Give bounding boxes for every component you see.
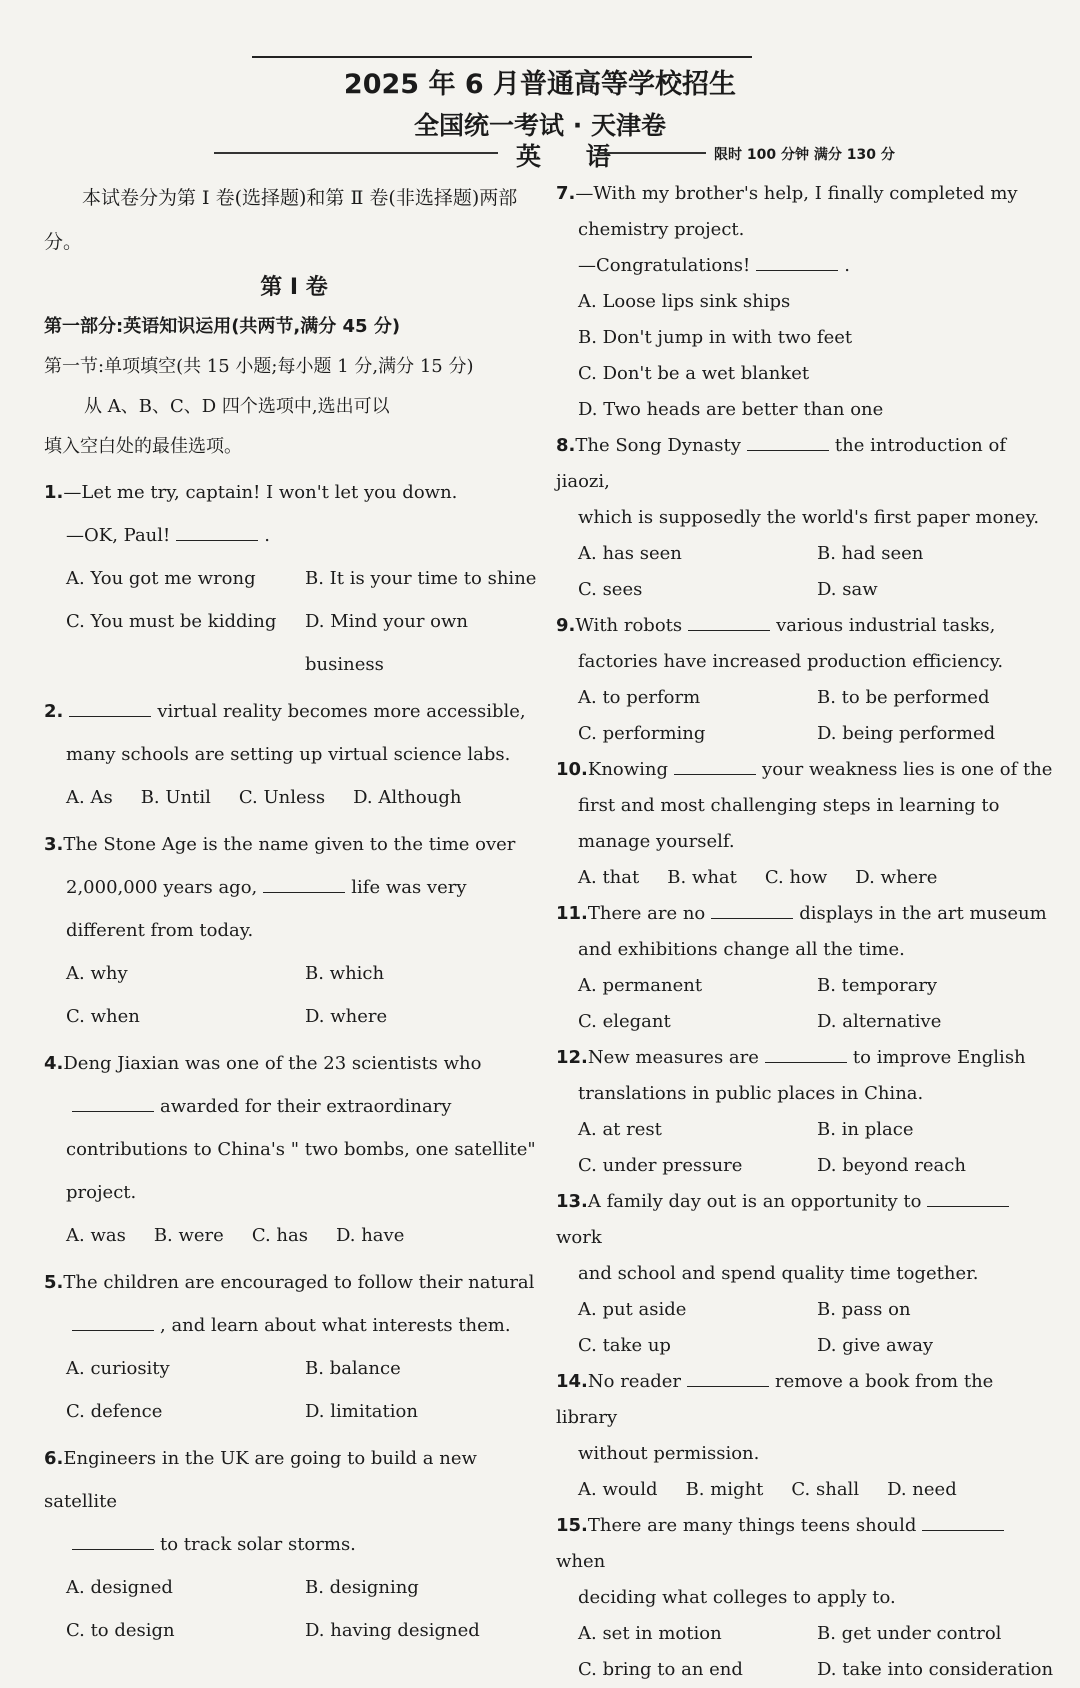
question-stem: different from today. <box>66 920 254 941</box>
question-stem: which is supposedly the world's first paper money. <box>578 507 1040 528</box>
option-d[interactable]: D. give away <box>817 1335 934 1356</box>
option-d[interactable]: D. limitation <box>305 1401 418 1422</box>
answer-blank[interactable] <box>72 1312 154 1331</box>
question-stem: life was very <box>351 877 467 898</box>
header-top-rule <box>252 56 752 58</box>
question-stem: without permission. <box>578 1443 760 1464</box>
question-stem: No reader <box>587 1371 681 1392</box>
exam-intro: 本试卷分为第 Ⅰ 卷(选择题)和第 Ⅱ 卷(非选择题)两部分。 <box>44 187 518 253</box>
option-d[interactable]: D. where <box>305 1006 388 1027</box>
option-b[interactable]: B. were <box>153 1225 224 1246</box>
question-number: 4. <box>44 1053 64 1074</box>
question-stem: contributions to China's " two bombs, one satellite" <box>66 1139 536 1160</box>
option-b[interactable]: B. pass on <box>817 1299 911 1320</box>
option-a[interactable]: A. would <box>578 1479 658 1500</box>
question-number: 8. <box>556 435 576 456</box>
option-c[interactable]: C. shall <box>791 1479 860 1500</box>
answer-blank[interactable] <box>687 1368 769 1387</box>
question-4 <box>44 1042 544 1257</box>
option-b[interactable]: B. might <box>685 1479 764 1500</box>
options <box>556 680 1056 752</box>
answer-blank[interactable] <box>922 1512 1004 1531</box>
question-stem: work <box>556 1227 602 1248</box>
part-title: 第一部分:英语知识运用(共两节,满分 45 分) <box>44 316 401 337</box>
option-b[interactable]: B. what <box>667 867 737 888</box>
answer-blank[interactable] <box>263 874 345 893</box>
option-b[interactable]: B. to be performed <box>817 687 990 708</box>
option-b[interactable]: B. Until <box>140 787 211 808</box>
answer-blank[interactable] <box>747 432 829 451</box>
question-stem: to track solar storms. <box>160 1534 356 1555</box>
options <box>556 1292 1056 1364</box>
question-stem: Engineers in the UK are going to build a new satellite <box>44 1448 477 1512</box>
option-c[interactable]: C. take up <box>578 1335 671 1356</box>
question-8 <box>556 428 1056 608</box>
question-number: 14. <box>556 1371 588 1392</box>
option-d[interactable]: D. beyond reach <box>817 1155 966 1176</box>
question-stem: A family day out is an opportunity to <box>587 1191 922 1212</box>
question-3 <box>44 823 544 1038</box>
answer-blank[interactable] <box>176 522 258 541</box>
option-d[interactable]: D. Two heads are better than one <box>578 399 884 420</box>
question-stem: . <box>844 255 850 276</box>
question-14 <box>556 1364 1056 1508</box>
option-b[interactable]: B. temporary <box>817 975 938 996</box>
question-stem: many schools are setting up virtual science labs. <box>66 744 511 765</box>
option-d[interactable]: D. have <box>335 1225 405 1246</box>
question-stem: chemistry project. <box>578 219 745 240</box>
answer-blank[interactable] <box>72 1093 154 1112</box>
option-b[interactable]: B. in place <box>817 1119 914 1140</box>
option-a[interactable]: A. As <box>66 787 113 808</box>
question-stem: manage yourself. <box>578 831 735 852</box>
question-stem: factories have increased production efficiency. <box>578 651 1004 672</box>
question-stem: your weakness lies is one of the <box>762 759 1053 780</box>
instruction-line: 填入空白处的最佳选项。 <box>44 436 242 457</box>
option-b[interactable]: B. designing <box>305 1577 419 1598</box>
question-stem: to improve English <box>852 1047 1026 1068</box>
left-column <box>44 176 544 1652</box>
answer-blank[interactable] <box>756 252 838 271</box>
volume-title: 第 Ⅰ 卷 <box>260 275 328 300</box>
answer-blank[interactable] <box>711 900 793 919</box>
option-a[interactable]: A. curiosity <box>66 1358 170 1379</box>
answer-blank[interactable] <box>72 1531 154 1550</box>
option-c[interactable]: C. how <box>764 867 828 888</box>
options <box>556 536 1056 608</box>
options <box>556 1112 1056 1184</box>
question-stem: —OK, Paul! <box>66 525 171 546</box>
option-a[interactable]: A. permanent <box>578 975 703 996</box>
question-stem: project. <box>66 1182 137 1203</box>
option-b[interactable]: B. balance <box>305 1358 401 1379</box>
answer-blank[interactable] <box>688 612 770 631</box>
question-stem: and school and spend quality time together. <box>578 1263 979 1284</box>
option-c[interactable]: C. to design <box>66 1620 175 1641</box>
instruction-line: 从 A、B、C、D 四个选项中,选出可以 <box>84 396 390 417</box>
question-number: 3. <box>44 834 64 855</box>
options <box>44 1347 544 1433</box>
options <box>44 776 544 819</box>
question-stem: —Let me try, captain! I won't let you down. <box>63 482 458 503</box>
options <box>556 1472 1056 1508</box>
question-stem: With robots <box>575 615 683 636</box>
question-stem: The children are encouraged to follow their natural <box>63 1272 535 1293</box>
option-c[interactable]: C. under pressure <box>578 1155 743 1176</box>
time-score-info: 限时 100 分钟 满分 130 分 <box>714 147 895 163</box>
question-6 <box>44 1437 544 1652</box>
question-stem: awarded for their extraordinary <box>160 1096 452 1117</box>
exam-title-line2: 全国统一考试 · 天津卷 <box>414 111 666 140</box>
question-stem: New measures are <box>587 1047 759 1068</box>
question-7 <box>556 176 1056 428</box>
question-stem: displays in the art museum <box>799 903 1047 924</box>
option-d[interactable]: D. Mind your own business <box>305 611 469 675</box>
question-stem: when <box>556 1551 606 1572</box>
option-d[interactable]: D. Although <box>353 787 462 808</box>
subject-title: 英 语 <box>516 142 629 171</box>
question-stem: There are many things teens should <box>587 1515 917 1536</box>
question-number: 13. <box>556 1191 588 1212</box>
question-12 <box>556 1040 1056 1184</box>
question-number: 12. <box>556 1047 588 1068</box>
option-c[interactable]: C. Unless <box>238 787 326 808</box>
question-stem: virtual reality becomes more accessible, <box>157 701 526 722</box>
answer-blank[interactable] <box>674 756 756 775</box>
question-stem: various industrial tasks, <box>776 615 996 636</box>
question-number: 1. <box>44 482 64 503</box>
option-c[interactable]: C. defence <box>66 1401 163 1422</box>
question-stem: 2,000,000 years ago, <box>66 877 258 898</box>
question-stem: Knowing <box>587 759 669 780</box>
question-5 <box>44 1261 544 1433</box>
exam-title-line1: 2025 年 6 月普通高等学校招生 <box>343 69 737 100</box>
question-number: 6. <box>44 1448 64 1469</box>
options <box>556 968 1056 1040</box>
option-c[interactable]: C. performing <box>578 723 706 744</box>
option-c[interactable]: C. sees <box>578 579 643 600</box>
question-10 <box>556 752 1056 896</box>
question-number: 9. <box>556 615 576 636</box>
question-number: 10. <box>556 759 588 780</box>
option-d[interactable]: D. where <box>855 867 938 888</box>
option-a[interactable]: A. Loose lips sink ships <box>578 291 791 312</box>
question-number: 7. <box>556 183 576 204</box>
option-a[interactable]: A. You got me wrong <box>66 568 256 589</box>
question-9 <box>556 608 1056 752</box>
option-c[interactable]: C. bring to an end <box>578 1659 743 1680</box>
right-column <box>556 176 1056 1688</box>
question-stem: The Song Dynasty <box>575 435 741 456</box>
option-c[interactable]: C. has <box>251 1225 308 1246</box>
options <box>44 1566 544 1652</box>
option-a[interactable]: A. put aside <box>578 1299 687 1320</box>
options <box>44 1214 544 1257</box>
answer-blank[interactable] <box>765 1044 847 1063</box>
question-number: 2. <box>44 701 64 722</box>
option-d[interactable]: D. having designed <box>305 1620 480 1641</box>
question-1 <box>44 471 544 686</box>
question-11 <box>556 896 1056 1040</box>
question-stem: —Congratulations! <box>578 255 751 276</box>
option-d[interactable]: D. being performed <box>817 723 996 744</box>
option-a[interactable]: A. designed <box>66 1577 173 1598</box>
section-title: 第一节:单项填空(共 15 小题;每小题 1 分,满分 15 分) <box>44 356 474 377</box>
question-stem: Deng Jiaxian was one of the 23 scientists who <box>63 1053 482 1074</box>
question-stem: The Stone Age is the name given to the time over <box>63 834 516 855</box>
option-a[interactable]: A. why <box>66 963 128 984</box>
option-b[interactable]: B. which <box>305 963 385 984</box>
subject-rule-right <box>598 152 706 154</box>
answer-blank[interactable] <box>69 698 151 717</box>
option-d[interactable]: D. alternative <box>817 1011 942 1032</box>
options <box>44 952 544 1038</box>
question-2 <box>44 690 544 819</box>
question-stem: remove a book from the library <box>556 1371 994 1428</box>
question-13 <box>556 1184 1056 1364</box>
question-stem: first and most challenging steps in learning to <box>578 795 1000 816</box>
option-b[interactable]: B. get under control <box>817 1623 1002 1644</box>
question-stem: There are no <box>587 903 706 924</box>
instructions <box>44 387 544 467</box>
question-number: 11. <box>556 903 588 924</box>
option-b[interactable]: B. Don't jump in with two feet <box>578 327 853 348</box>
option-d[interactable]: D. take into consideration <box>817 1659 1054 1680</box>
question-stem: . <box>264 525 270 546</box>
options <box>556 1616 1056 1688</box>
option-a[interactable]: A. set in motion <box>578 1623 722 1644</box>
option-c[interactable]: C. Don't be a wet blanket <box>578 363 810 384</box>
option-c[interactable]: C. when <box>66 1006 140 1027</box>
option-a[interactable]: A. that <box>578 867 640 888</box>
question-stem: —With my brother's help, I finally completed my <box>575 183 1018 204</box>
option-c[interactable]: C. You must be kidding <box>66 611 277 632</box>
answer-blank[interactable] <box>927 1188 1009 1207</box>
option-d[interactable]: D. need <box>887 1479 957 1500</box>
options <box>44 557 544 686</box>
option-b[interactable]: B. had seen <box>817 543 924 564</box>
option-a[interactable]: A. was <box>66 1225 126 1246</box>
option-b[interactable]: B. It is your time to shine <box>305 568 537 589</box>
subject-rule-left <box>214 152 498 154</box>
question-stem: , and learn about what interests them. <box>160 1315 511 1336</box>
question-number: 5. <box>44 1272 64 1293</box>
question-stem: translations in public places in China. <box>578 1083 924 1104</box>
question-stem: and exhibitions change all the time. <box>578 939 905 960</box>
option-c[interactable]: C. elegant <box>578 1011 671 1032</box>
question-15 <box>556 1508 1056 1688</box>
question-stem: the introduction of jiaozi, <box>556 435 1006 492</box>
question-stem: deciding what colleges to apply to. <box>578 1587 896 1608</box>
question-number: 15. <box>556 1515 588 1536</box>
options <box>556 860 1056 896</box>
option-a[interactable]: A. at rest <box>578 1119 662 1140</box>
option-d[interactable]: D. saw <box>817 579 878 600</box>
option-a[interactable]: A. to perform <box>578 687 701 708</box>
option-a[interactable]: A. has seen <box>578 543 682 564</box>
